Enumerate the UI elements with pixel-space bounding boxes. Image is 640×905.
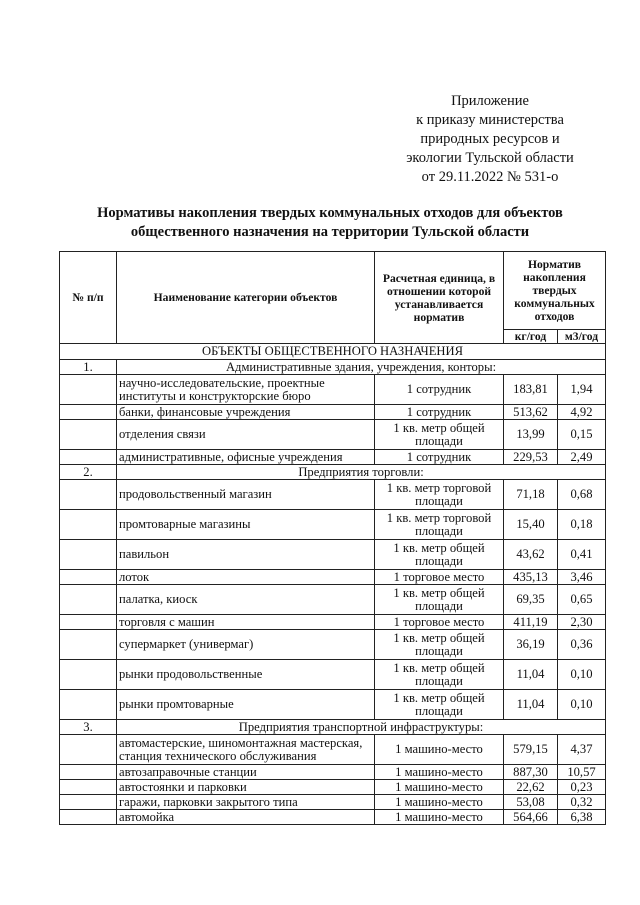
row-m3: 4,37 xyxy=(558,735,606,765)
group-title: Предприятия торговли: xyxy=(117,465,606,480)
group-row xyxy=(60,465,606,480)
table-row xyxy=(60,690,606,720)
row-m3: 2,30 xyxy=(558,615,606,630)
table-row xyxy=(60,780,606,795)
row-name: автостоянки и парковки xyxy=(117,780,375,795)
title-line-2: общественного назначения на территории Тульской области xyxy=(130,224,530,240)
row-m3: 0,10 xyxy=(558,690,606,720)
row-name: административные, офисные учреждения xyxy=(117,450,375,465)
appendix-line: природных ресурсов и xyxy=(420,131,560,147)
group-row xyxy=(60,360,606,375)
row-m3: 0,68 xyxy=(558,480,606,510)
row-name: павильон xyxy=(117,540,375,570)
section-row xyxy=(60,344,606,360)
row-m3: 0,32 xyxy=(558,795,606,810)
appendix-line: от 29.11.2022 № 531-о xyxy=(421,169,559,185)
row-kg: 11,04 xyxy=(504,660,558,690)
row-m3: 3,46 xyxy=(558,570,606,585)
table-body xyxy=(60,344,606,825)
row-unit: 1 кв. метр общей площади xyxy=(375,660,504,690)
row-name: автомастерские, шиномонтажная мастерская, станция технического обслуживания xyxy=(117,735,375,765)
row-unit: 1 машино-место xyxy=(375,795,504,810)
group-title: Предприятия транспортной инфраструктуры: xyxy=(117,720,606,735)
row-kg: 22,62 xyxy=(504,780,558,795)
row-kg: 13,99 xyxy=(504,420,558,450)
appendix-line: Приложение xyxy=(451,93,529,109)
row-unit: 1 кв. метр торговой площади xyxy=(375,510,504,540)
row-unit: 1 сотрудник xyxy=(375,450,504,465)
row-name: рынки продовольственные xyxy=(117,660,375,690)
table-row xyxy=(60,735,606,765)
table-row xyxy=(60,450,606,465)
appendix-block xyxy=(390,92,590,187)
table-row xyxy=(60,660,606,690)
row-name: палатка, киоск xyxy=(117,585,375,615)
row-name: научно-исследовательские, проектные институты и конструкторские бюро xyxy=(117,375,375,405)
row-unit: 1 торговое место xyxy=(375,615,504,630)
row-m3: 0,18 xyxy=(558,510,606,540)
row-kg: 435,13 xyxy=(504,570,558,585)
row-m3: 0,41 xyxy=(558,540,606,570)
row-kg: 15,40 xyxy=(504,510,558,540)
header-m3: м3/год xyxy=(558,330,606,344)
row-unit: 1 сотрудник xyxy=(375,405,504,420)
table-row xyxy=(60,630,606,660)
group-number: 1. xyxy=(60,360,117,375)
row-unit: 1 кв. метр общей площади xyxy=(375,540,504,570)
row-kg: 564,66 xyxy=(504,810,558,825)
table-row xyxy=(60,570,606,585)
row-kg: 229,53 xyxy=(504,450,558,465)
header-category: Наименование категории объектов xyxy=(117,252,375,344)
row-unit: 1 машино-место xyxy=(375,735,504,765)
row-m3: 0,36 xyxy=(558,630,606,660)
row-unit: 1 сотрудник xyxy=(375,375,504,405)
row-name: торговля с машин xyxy=(117,615,375,630)
row-kg: 69,35 xyxy=(504,585,558,615)
row-m3: 0,65 xyxy=(558,585,606,615)
group-number: 3. xyxy=(60,720,117,735)
row-unit: 1 машино-место xyxy=(375,810,504,825)
row-kg: 579,15 xyxy=(504,735,558,765)
row-unit: 1 машино-место xyxy=(375,765,504,780)
row-m3: 0,10 xyxy=(558,660,606,690)
row-m3: 0,23 xyxy=(558,780,606,795)
table-row xyxy=(60,795,606,810)
row-unit: 1 торговое место xyxy=(375,570,504,585)
table-row xyxy=(60,540,606,570)
row-m3: 2,49 xyxy=(558,450,606,465)
appendix-line: к приказу министерства xyxy=(416,112,564,128)
row-kg: 71,18 xyxy=(504,480,558,510)
row-name: гаражи, парковки закрытого типа xyxy=(117,795,375,810)
table-row xyxy=(60,375,606,405)
row-name: промтоварные магазины xyxy=(117,510,375,540)
row-name: отделения связи xyxy=(117,420,375,450)
row-name: лоток xyxy=(117,570,375,585)
row-m3: 6,38 xyxy=(558,810,606,825)
table-row xyxy=(60,510,606,540)
row-unit: 1 кв. метр общей площади xyxy=(375,420,504,450)
table-row xyxy=(60,810,606,825)
group-title: Административные здания, учреждения, конторы: xyxy=(117,360,606,375)
row-kg: 43,62 xyxy=(504,540,558,570)
table-row xyxy=(60,420,606,450)
row-name: автомойка xyxy=(117,810,375,825)
row-name: рынки промтоварные xyxy=(117,690,375,720)
document-title xyxy=(60,204,600,242)
row-unit: 1 машино-место xyxy=(375,780,504,795)
appendix-line: экологии Тульской области xyxy=(406,150,574,166)
header-kg: кг/год xyxy=(504,330,558,344)
row-name: автозаправочные станции xyxy=(117,765,375,780)
header-number: № п/п xyxy=(60,252,117,344)
title-line-1: Нормативы накопления твердых коммунальных отходов для объектов xyxy=(97,205,563,221)
group-row xyxy=(60,720,606,735)
row-kg: 36,19 xyxy=(504,630,558,660)
row-m3: 10,57 xyxy=(558,765,606,780)
row-m3: 0,15 xyxy=(558,420,606,450)
row-kg: 11,04 xyxy=(504,690,558,720)
table-header xyxy=(60,252,606,344)
row-kg: 411,19 xyxy=(504,615,558,630)
header-norm: Норматив накопления твердых коммунальных отходов xyxy=(504,252,606,330)
row-kg: 183,81 xyxy=(504,375,558,405)
header-unit: Расчетная единица, в отношении которой устанавливается норматив xyxy=(375,252,504,344)
row-unit: 1 кв. метр общей площади xyxy=(375,630,504,660)
row-name: супермаркет (универмаг) xyxy=(117,630,375,660)
row-name: продовольственный магазин xyxy=(117,480,375,510)
row-m3: 4,92 xyxy=(558,405,606,420)
table-row xyxy=(60,585,606,615)
row-unit: 1 кв. метр общей площади xyxy=(375,585,504,615)
row-kg: 513,62 xyxy=(504,405,558,420)
group-number: 2. xyxy=(60,465,117,480)
table-row xyxy=(60,405,606,420)
top-section-title: ОБЪЕКТЫ ОБЩЕСТВЕННОГО НАЗНАЧЕНИЯ xyxy=(60,344,606,360)
row-unit: 1 кв. метр торговой площади xyxy=(375,480,504,510)
row-name: банки, финансовые учреждения xyxy=(117,405,375,420)
row-unit: 1 кв. метр общей площади xyxy=(375,690,504,720)
row-m3: 1,94 xyxy=(558,375,606,405)
row-kg: 887,30 xyxy=(504,765,558,780)
table-row xyxy=(60,480,606,510)
table-row xyxy=(60,615,606,630)
row-kg: 53,08 xyxy=(504,795,558,810)
table-row xyxy=(60,765,606,780)
norms-table xyxy=(59,251,606,825)
